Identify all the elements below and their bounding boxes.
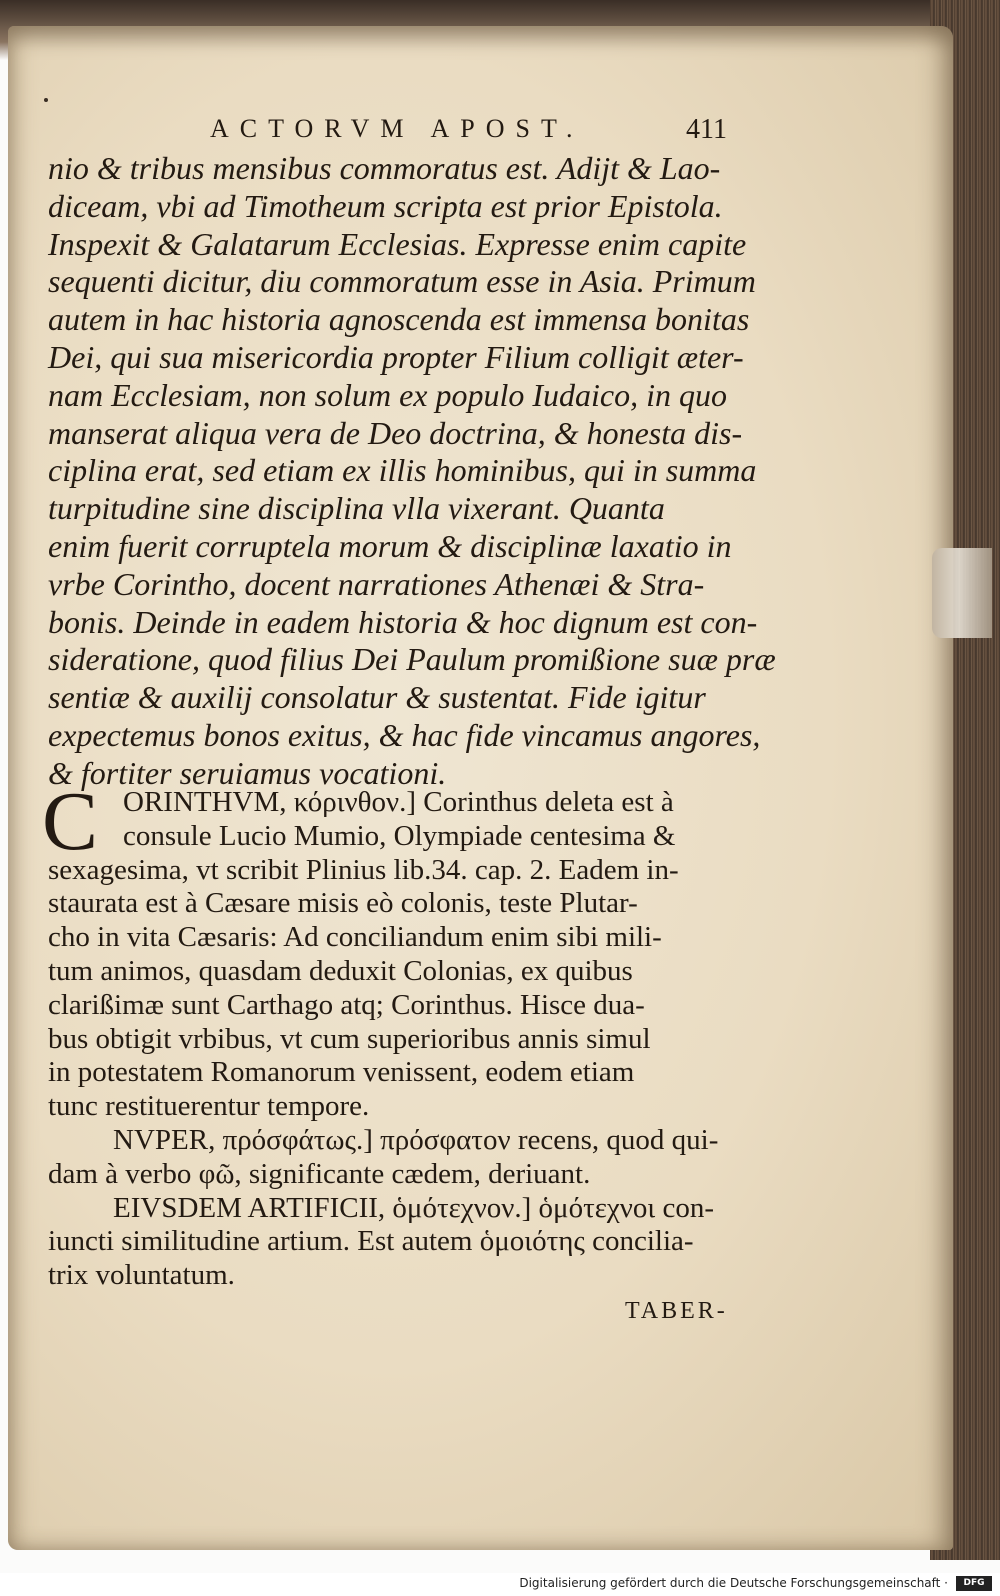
text-line: Inspexit & Galatarum Ecclesias. Expresse enim capite (48, 225, 747, 262)
text-line: sexagesima, vt scribit Plinius lib.34. cap. 2. Eadem in- (48, 853, 679, 886)
text-line: ORINTHVM, κόρινθον.] Corinthus deleta est à (123, 786, 674, 818)
text-line: ciplina erat, sed etiam ex illis hominibus, qui in summa (48, 452, 757, 489)
text-line: clarißimæ sunt Carthago atq; Corinthus. Hisce dua- (48, 988, 645, 1021)
text-line: staurata est à Cæsare misis eò colonis, teste Plutar- (48, 887, 638, 920)
text-line: expectemus bonos exitus, & hac fide vincamus angores, (48, 716, 761, 753)
text-line: manserat aliqua vera de Deo doctrina, & honesta dis- (48, 414, 743, 451)
funding-credit: Digitalisierung gefördert durch die Deutsche Forschungsgemeinschaft · (519, 1576, 948, 1590)
text-line: autem in hac historia agnoscenda est immensa bonitas (48, 301, 750, 338)
catchword: TABER- (625, 1298, 728, 1324)
text-line: dam à verbo φῶ, significante cædem, deriuant. (48, 1157, 591, 1190)
text-line: NVPER, πρόσφάτως.] πρόσφατον recens, quod qui- (113, 1123, 719, 1156)
text-line: nio & tribus mensibus commoratus est. Adijt & Lao- (48, 150, 721, 186)
text-line: enim fuerit corruptela morum & disciplinæ laxatio in (48, 527, 732, 564)
text-line: bonis. Deinde in eadem historia & hoc dignum est con- (48, 603, 758, 640)
footer-bar (0, 1573, 1000, 1596)
text-line: Dei, qui sua misericordia propter Filium colligit æter- (48, 338, 744, 375)
ink-speck (44, 98, 48, 102)
text-line: tunc restituerentur tempore. (48, 1090, 370, 1123)
page-number: 411 (686, 114, 727, 145)
text-line: cho in vita Cæsaris: Ad conciliandum enim sibi mili- (48, 921, 662, 954)
text-line: sentiæ & auxilij consolatur & sustentat. Fide igitur (48, 679, 706, 716)
italic-paragraph (48, 150, 776, 793)
page-clip (932, 548, 992, 638)
text-line: sideratione, quod filius Dei Paulum promißione suæ præ (48, 641, 776, 678)
text-line: diceam, vbi ad Timotheum scripta est prior Epistola. (48, 187, 723, 224)
text-line: consule Lucio Mumio, Olympiade centesima & (123, 819, 676, 852)
text-line: & fortiter seruiamus vocationi. (48, 754, 447, 791)
text-line: in potestatem Romanorum venissent, eodem etiam (48, 1056, 635, 1089)
commentary-paragraph (48, 786, 738, 1293)
text-line: turpitudine sine disciplina vlla vixerant. Quanta (48, 490, 665, 527)
dfg-logo: DFG (956, 1576, 992, 1591)
text-line: iuncti similitudine artium. Est autem ὁμοιότης concilia- (48, 1225, 694, 1258)
text-line: sequenti dicitur, diu commoratum esse in Asia. Primum (48, 263, 756, 300)
text-line: EIVSDEM ARTIFICII, ὁμότεχνον.] ὁμότεχνοι con- (113, 1191, 714, 1224)
drop-cap: C (42, 775, 99, 868)
running-title: ACTORVM APOST. (210, 114, 584, 143)
text-line: trix voluntatum. (48, 1259, 235, 1292)
text-line: vrbe Corintho, docent narrationes Athenæi & Stra- (48, 565, 705, 602)
text-line: nam Ecclesiam, non solum ex populo Iudaico, in quo (48, 376, 727, 413)
text-line: bus obtigit vrbibus, vt cum superioribus annis simul (48, 1022, 651, 1055)
text-line: tum animos, quasdam deduxit Colonias, ex quibus (48, 954, 633, 987)
